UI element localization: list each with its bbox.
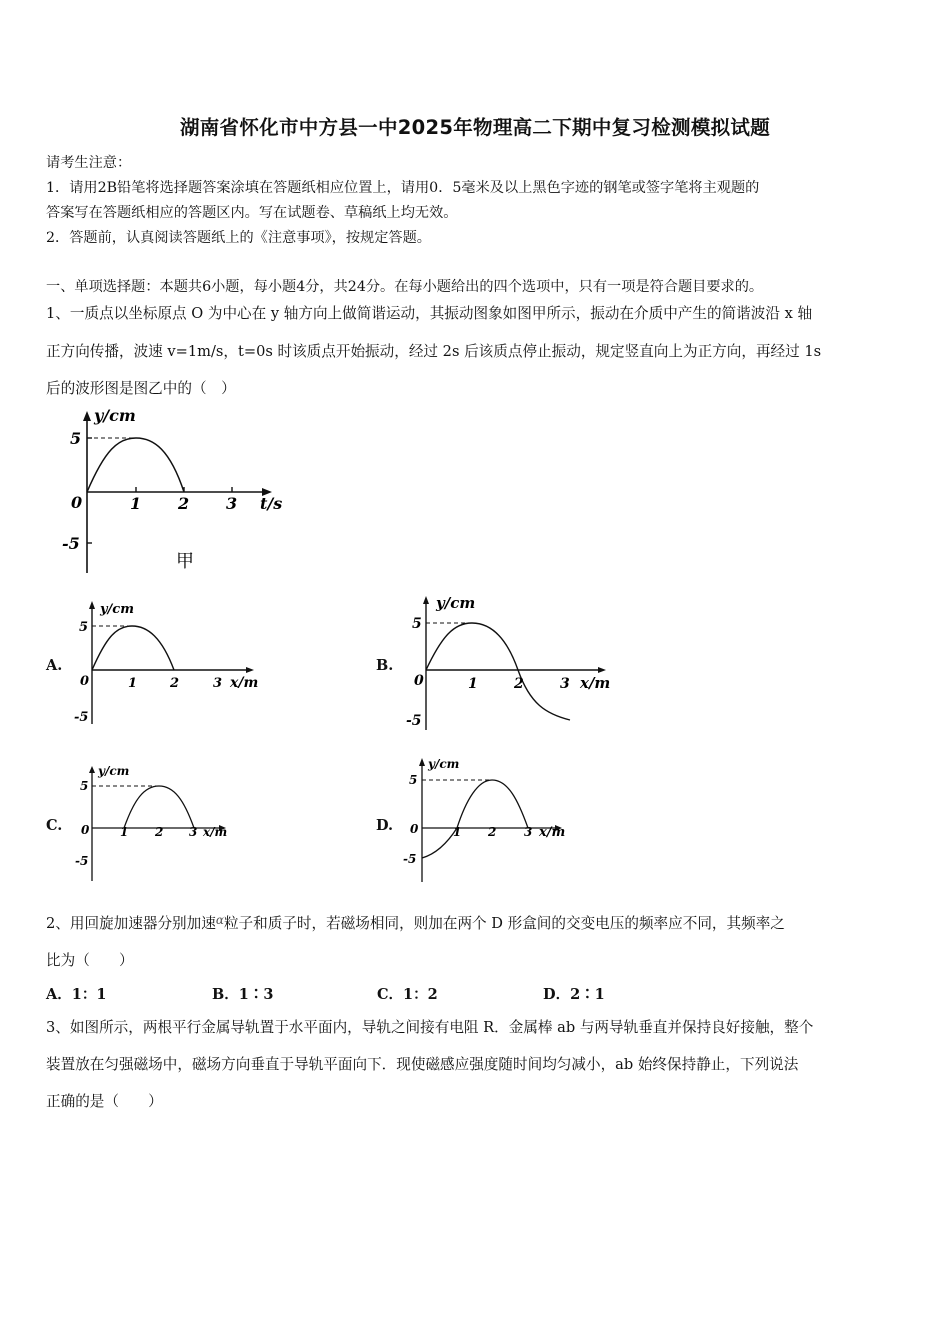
fig-jia-xtick-3: 3 xyxy=(226,494,238,513)
q2-choice-b[interactable]: B．1∶3 xyxy=(212,986,274,1003)
fig-jia-caption: 甲 xyxy=(176,551,194,572)
section-heading: 一、单项选择题：本题共6小题，每小题4分，共24分。在每小题给出的四个选项中，只有一项是符合题目要求的。 xyxy=(46,279,764,295)
q3-line-1: 3、如图所示，两根平行金属导轨置于水平面内，导轨之间接有电阻 R．金属棒 ab 与两导轨垂直并保持良好接触，整个 xyxy=(46,1019,814,1036)
option-a-ylabel: y/cm xyxy=(100,602,134,617)
option-c-ylabel: y/cm xyxy=(98,764,130,778)
option-a-ytick-neg5: -5 xyxy=(74,710,89,725)
notice-item-1-line-2: 答案写在答题纸相应的答题区内。写在试题卷、草稿纸上均无效。 xyxy=(46,205,458,221)
option-b-ytick-5: 5 xyxy=(412,616,422,632)
option-d-xlabel: x/m xyxy=(539,825,566,840)
option-a-graph[interactable] xyxy=(70,598,270,728)
option-b-ylabel: y/cm xyxy=(436,594,476,612)
q2-line-2: 比为（ ） xyxy=(46,952,134,969)
fig-jia-ylabel: y/cm xyxy=(94,406,136,425)
fig-jia-ytick-5: 5 xyxy=(70,429,82,448)
option-b-origin: 0 xyxy=(414,673,424,689)
option-c-origin: 0 xyxy=(81,823,90,837)
option-c-xtick-3: 3 xyxy=(189,825,198,839)
option-c-label[interactable]: C. xyxy=(46,817,63,834)
option-d-label[interactable]: D. xyxy=(376,817,394,834)
option-b-xtick-3: 3 xyxy=(560,676,570,692)
option-b-xtick-2: 2 xyxy=(514,676,524,692)
option-d-ytick-neg5: -5 xyxy=(403,852,417,866)
q2-line-1 xyxy=(46,912,785,933)
option-c-xlabel: x/m xyxy=(203,825,228,839)
option-a-label[interactable]: A. xyxy=(46,657,63,674)
q2-choice-c[interactable]: C．1：2 xyxy=(377,986,438,1003)
notice-item-2: 2．答题前，认真阅读答题纸上的《注意事项》，按规定答题。 xyxy=(46,230,431,246)
option-d-graph[interactable] xyxy=(400,754,580,886)
notice-item-1-line-1: 1．请用2B铅笔将选择题答案涂填在答题纸相应位置上，请用0．5毫米及以上黑色字迹的钢笔或签字笔将主观题的 xyxy=(46,180,760,196)
option-d-ytick-5: 5 xyxy=(409,773,418,787)
option-a-xtick-1: 1 xyxy=(128,676,138,691)
fig-jia-xlabel: t/s xyxy=(260,494,283,513)
q1-line-3: 后的波形图是图乙中的（ ） xyxy=(46,380,236,397)
option-b-graph[interactable] xyxy=(402,592,622,734)
option-c-ytick-5: 5 xyxy=(80,779,89,793)
option-d-xtick-2: 2 xyxy=(488,825,497,839)
fig-jia-origin: 0 xyxy=(71,493,83,512)
fig-jia-xtick-2: 2 xyxy=(178,494,190,513)
figure-jia xyxy=(60,405,300,580)
q2-line-1b: 粒子和质子时，若磁场相同，则加在两个 D 形盒间的交变电压的频率应不同，其频率之 xyxy=(223,915,785,932)
option-a-ytick-5: 5 xyxy=(79,620,89,635)
option-c-xtick-2: 2 xyxy=(155,825,164,839)
option-d-origin: 0 xyxy=(410,822,419,836)
option-d-ylabel: y/cm xyxy=(428,757,460,771)
option-a-xtick-3: 3 xyxy=(213,676,223,691)
option-b-ytick-neg5: -5 xyxy=(406,713,422,729)
option-a-xlabel: x/m xyxy=(230,675,259,691)
page-title: 湖南省怀化市中方县一中2025年物理高二下期中复习检测模拟试题 xyxy=(179,116,771,139)
q1-line-1: 1、一质点以坐标原点 O 为中心在 y 轴方向上做简谐运动，其振动图象如图甲所示，振动在介质中产生的简谐波沿 x 轴 xyxy=(46,305,813,322)
option-a-origin: 0 xyxy=(80,674,90,689)
q2-line-1a: 2、用回旋加速器分别加速 xyxy=(46,915,216,932)
q2-choice-d[interactable]: D．2∶1 xyxy=(543,986,605,1003)
fig-jia-ytick-neg5: -5 xyxy=(62,534,80,553)
option-d-xtick-1: 1 xyxy=(453,825,462,839)
option-c-xtick-1: 1 xyxy=(120,825,129,839)
option-b-xlabel: x/m xyxy=(580,674,611,692)
q3-line-2: 装置放在匀强磁场中，磁场方向垂直于导轨平面向下．现使磁感应强度随时间均匀减小，ab 始终保持静止，下列说法 xyxy=(46,1056,799,1073)
alpha-symbol: α xyxy=(215,913,224,927)
option-b-xtick-1: 1 xyxy=(468,676,478,692)
q3-line-3: 正确的是（ ） xyxy=(46,1093,163,1110)
q1-line-2: 正方向传播，波速 v=1m/s，t=0s 时该质点开始振动，经过 2s 后该质点停止振动，规定竖直向上为正方向，再经过 1s xyxy=(46,343,822,360)
option-c-ytick-neg5: -5 xyxy=(75,854,89,868)
notice-heading: 请考生注意： xyxy=(46,155,132,171)
q2-choice-a[interactable]: A．1：1 xyxy=(46,986,107,1003)
option-c-graph[interactable] xyxy=(72,762,242,884)
option-a-xtick-2: 2 xyxy=(170,676,180,691)
option-b-label[interactable]: B. xyxy=(376,657,394,674)
fig-jia-xtick-1: 1 xyxy=(130,494,142,513)
option-d-xtick-3: 3 xyxy=(524,825,533,839)
